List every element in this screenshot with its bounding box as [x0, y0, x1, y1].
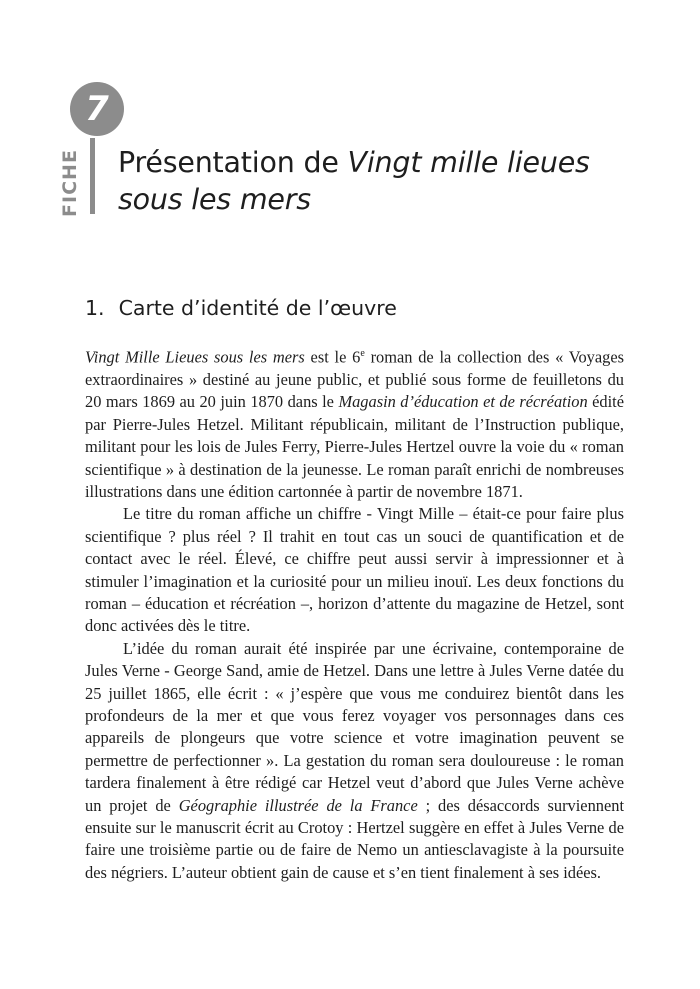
- page-title: [118, 144, 598, 218]
- magazine-title-italic: Magasin d’éducation et de récréation: [338, 392, 588, 412]
- fiche-label: [56, 148, 84, 218]
- paragraph-2: Le titre du roman affiche un chiffre - Vingt Mille – était-ce pour faire plus scientifique ? plus réel ? Il trahit en tout cas un souci de quantification et de contact avec le réel. Élevé, ce chiffre peut aussi servir à impressionner et à stimuler l’imagination et la curiosité pour un milieu inouï. Les deux fonctions du roman – éducation et récréation –, horizon d’attente du magazine de Hetzel, sont donc activées dès le titre.: [85, 504, 624, 636]
- paragraph-1-text-a: est le 6: [304, 347, 361, 367]
- section-number: 1.: [85, 296, 105, 320]
- ordinal-superscript: e: [360, 348, 365, 359]
- fiche-label-text: FICHE: [59, 149, 81, 217]
- fiche-number-badge: 7: [70, 82, 124, 136]
- paragraph-1-text-b: roman de la collection des « Voyages extraordinaires » destiné au jeune public, et publié sous forme de feuilletons du 20 mars 1869 au 20 juin 1870 dans le: [85, 347, 625, 412]
- paragraph-1: [85, 343, 624, 503]
- paragraph-1-text-c: édité par Pierre-Jules Hetzel. Militant républicain, militant de l’Instruction publique, militant pour les lois de Jules Ferry, Pierre-Jules Hertzel ouvre la voie du « roman scientifique » à destination de la jeunesse. Le roman paraît enrichi de nombreuses illustrations dans une édition cartonnée à partir de novembre 1871.: [85, 392, 624, 501]
- paragraph-3-text-a: L’idée du roman aurait été inspirée par une écrivaine, contemporaine de Jules Verne - George Sand, amie de Hetzel. Dans une lettre à Jules Verne datée du 25 juillet 1865, elle écrit : « j’espère que vous me conduirez bientôt dans les profondeurs de la mer et que vous ferez voyager vos personnages dans ces appareils de plongeurs que votre science et votre imagination peuvent se permettre de perfectionner ». La gestation du roman sera douloureuse : le roman tardera finalement à être rédigé car Hetzel veut d’abord que Jules Verne achève un projet de: [85, 638, 624, 815]
- paragraph-3-text-b: ; des désaccords surviennent ensuite sur le manuscrit écrit au Crotoy : Hertzel suggère en effet à Jules Verne de faire une troisième partie ou de faire de Nemo un antiesclavagiste à la poursuite des négriers. L’auteur obtient gain de cause et s’en tient finalement à ses idées.: [85, 795, 624, 882]
- paragraph-3: [85, 638, 624, 884]
- fiche-vertical-rule: [90, 138, 95, 214]
- body-text: [85, 343, 624, 884]
- page-title-italic: Vingt mille lieues sous les mers: [118, 146, 590, 216]
- book-title-italic: Vingt Mille Lieues sous les mers: [85, 347, 305, 367]
- section-title: Carte d’identité de l’œuvre: [118, 296, 397, 320]
- geography-title-italic: Géographie illustrée de la France: [178, 795, 418, 815]
- page-title-text: Présentation de: [118, 146, 348, 179]
- section-heading: [85, 294, 397, 322]
